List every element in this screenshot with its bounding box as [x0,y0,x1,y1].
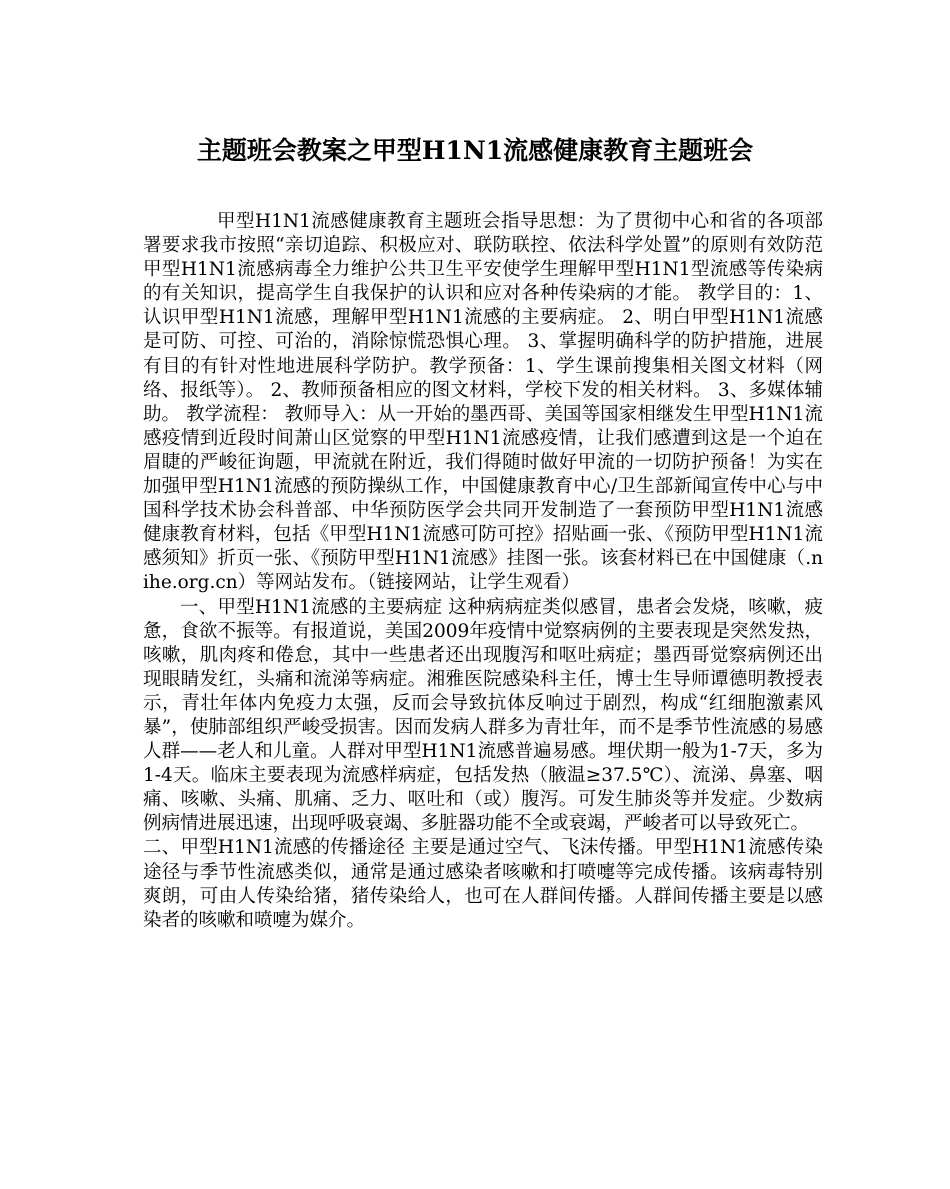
document-title: 主题班会教案之甲型H1N1流感健康教育主题班会 [196,136,754,165]
paragraph-main-symptoms: 一、甲型H1N1流感的主要病症 这种病病症类似感冒，患者会发烧，咳嗽，疲惫，食欲不振等。有报道说，美国2009年疫情中觉察病例的主要表现是突然发热，咳嗽，肌肉疼和倦怠，其中一些患者还出现腹泻和呕吐病症；墨西哥觉察病例还出现眼睛发红，头痛和流涕等病症。湘雅医院感染科主任，博士生导师谭德明教授表示，青壮年体内免疫力太强，反而会导致抗体反响过于剧烈，构成“红细胞激素风暴”，使肺部组织严峻受损害。因而发病人群多为青壮年，而不是季节性流感的易感人群——老人和儿童。人群对甲型H1N1流感普遍易感。埋伏期一般为1-7天，多为1-4天。临床主要表现为流感样病症，包括发热（腋温≥37.5℃）、流涕、鼻塞、咽痛、咳嗽、头痛、肌痛、乏力、呕吐和（或）腹泻。可发生肺炎等并发症。少数病例病情进展迅速，出现呼吸衰竭、多脏器功能不全或衰竭，严峻者可以导致死亡。 [143,596,823,835]
paragraph-guiding-thought: 甲型H1N1流感健康教育主题班会指导思想：为了贯彻中心和省的各项部署要求我市按照“亲切追踪、积极应对、联防联控、依法科学处置”的原则有效防范甲型H1N1流感病毒全力维护公共卫生平安使学生理解甲型H1N1型流感等传染病的有关知识，提高学生自我保护的认识和应对各种传染病的才能。 教学目的：1、认识甲型H1N1流感，理解甲型H1N1流感的主要病症。 2、明白甲型H1N1流感是可防、可控、可治的，消除惊慌恐惧心理。 3、掌握明确科学的防护措施，进展有目的有针对性地进展科学防护。教学预备：1、学生课前搜集相关图文材料（网络、报纸等）。 2、教师预备相应的图文材料，学校下发的相关材料。 3、多媒体辅助。 教学流程： 教师导入：从一开始的墨西哥、美国等国家相继发生甲型H1N1流感疫情到近段时间萧山区觉察的甲型H1N1流感疫情，让我们感遭到这是一个迫在眉睫的严峻征询题，甲流就在附近，我们得随时做好甲流的一切防护预备！为实在加强甲型H1N1流感的预防操纵工作，中国健康教育中心/卫生部新闻宣传中心与中国科学技术协会科普部、中华预防医学会共同开发制造了一套预防甲型H1N1流感健康教育材料，包括《甲型H1N1流感可防可控》招贴画一张、《预防甲型H1N1流感须知》折页一张、《预防甲型H1N1流感》挂图一张。该套材料已在中国健康（.nihe.org.cn）等网站发布。（链接网站，让学生观看） [143,211,823,594]
document-body [143,210,823,933]
paragraph-transmission-routes: 二、甲型H1N1流感的传播途径 主要是通过空气、飞沫传播。甲型H1N1流感传染途径与季节性流感类似，通常是通过感染者咳嗽和打喷嚏等完成传播。该病毒特别爽朗，可由人传染给猪，猪传染给人，也可在人群间传播。人群间传播主要是以感染者的咳嗽和喷嚏为媒介。 [143,837,823,931]
